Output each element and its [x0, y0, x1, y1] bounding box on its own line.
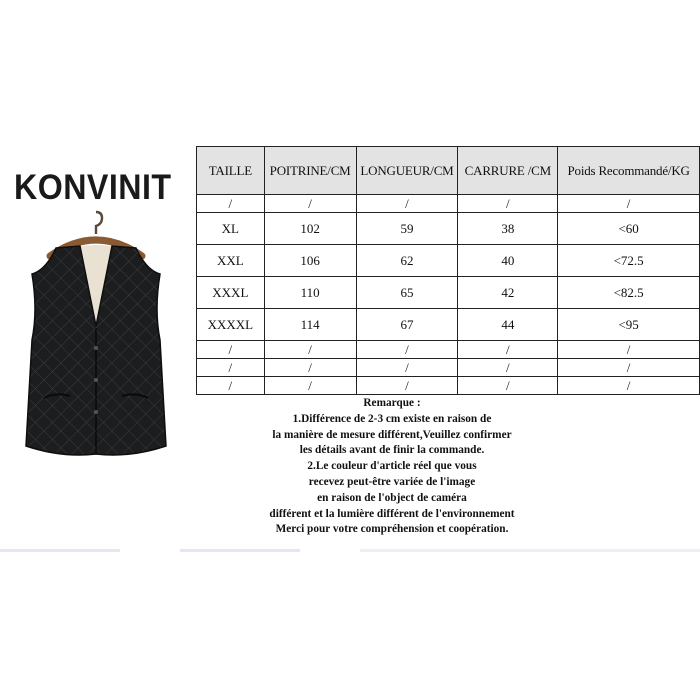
table-cell: / — [558, 377, 700, 395]
table-cell: 44 — [458, 309, 558, 341]
table-cell: / — [356, 341, 458, 359]
remarks-title: Remarque : — [363, 397, 421, 409]
table-cell: 59 — [356, 213, 458, 245]
remarks-line: recevez peut-être variée de l'image — [308, 475, 476, 488]
remarks-line: Merci pour votre compréhension et coopération. — [275, 523, 509, 536]
table-row — [197, 377, 700, 395]
footer-divider — [0, 549, 700, 552]
table-cell: 67 — [356, 309, 458, 341]
table-cell: <95 — [558, 309, 700, 341]
table-cell: / — [197, 377, 265, 395]
table-header-row — [197, 147, 700, 195]
table-row — [197, 341, 700, 359]
table-cell: 114 — [264, 309, 356, 341]
table-cell: XXXL — [197, 277, 265, 309]
table-cell: <72.5 — [558, 245, 700, 277]
remarks-line: en raison de l'object de caméra — [317, 491, 467, 504]
table-cell: 102 — [264, 213, 356, 245]
table-cell: 38 — [458, 213, 558, 245]
remarks-line: la manière de mesure différent,Veuillez confirmer — [272, 428, 512, 441]
table-cell: / — [264, 195, 356, 213]
table-row — [197, 277, 700, 309]
table-cell: / — [458, 195, 558, 213]
table-cell: / — [558, 341, 700, 359]
table-cell: 110 — [264, 277, 356, 309]
vest-on-hanger-icon — [10, 210, 182, 462]
table-cell: XXL — [197, 245, 265, 277]
table-cell: / — [356, 359, 458, 377]
remarks-line: les détails avant de finir la commande. — [299, 444, 485, 457]
table-cell: 62 — [356, 245, 458, 277]
brand-logo: KONVINIT — [14, 168, 172, 207]
remarks-line: 1.Différence de 2-3 cm existe en raison de — [292, 412, 492, 425]
table-cell: / — [356, 377, 458, 395]
table-cell: / — [356, 195, 458, 213]
header-cell: TAILLE — [197, 147, 265, 195]
table-cell: / — [197, 359, 265, 377]
table-cell: <60 — [558, 213, 700, 245]
table-cell: XXXXL — [197, 309, 265, 341]
table-cell: 65 — [356, 277, 458, 309]
table-cell: / — [558, 195, 700, 213]
size-table — [196, 146, 700, 395]
table-cell: / — [458, 359, 558, 377]
table-cell: / — [264, 341, 356, 359]
table-cell: / — [558, 359, 700, 377]
remarks-line: différent et la lumière différent de l'environnement — [269, 507, 515, 520]
table-cell: / — [458, 341, 558, 359]
header-cell: CARRURE /CM — [458, 147, 558, 195]
table-cell: 42 — [458, 277, 558, 309]
header-cell: POITRINE/CM — [264, 147, 356, 195]
table-row — [197, 195, 700, 213]
table-row — [197, 213, 700, 245]
table-cell: / — [197, 195, 265, 213]
table-row — [197, 359, 700, 377]
remarks-line: 2.Le couleur d'article réel que vous — [307, 460, 477, 473]
table-row — [197, 309, 700, 341]
table-row — [197, 245, 700, 277]
header-cell: Poids Recommandé/KG — [558, 147, 700, 195]
table-cell: / — [197, 341, 265, 359]
header-cell: LONGUEUR/CM — [356, 147, 458, 195]
table-cell: <82.5 — [558, 277, 700, 309]
table-cell: / — [264, 359, 356, 377]
table-cell: / — [264, 377, 356, 395]
remarks-block — [196, 396, 588, 538]
table-cell: / — [458, 377, 558, 395]
table-cell: XL — [197, 213, 265, 245]
table-cell: 40 — [458, 245, 558, 277]
table-cell: 106 — [264, 245, 356, 277]
